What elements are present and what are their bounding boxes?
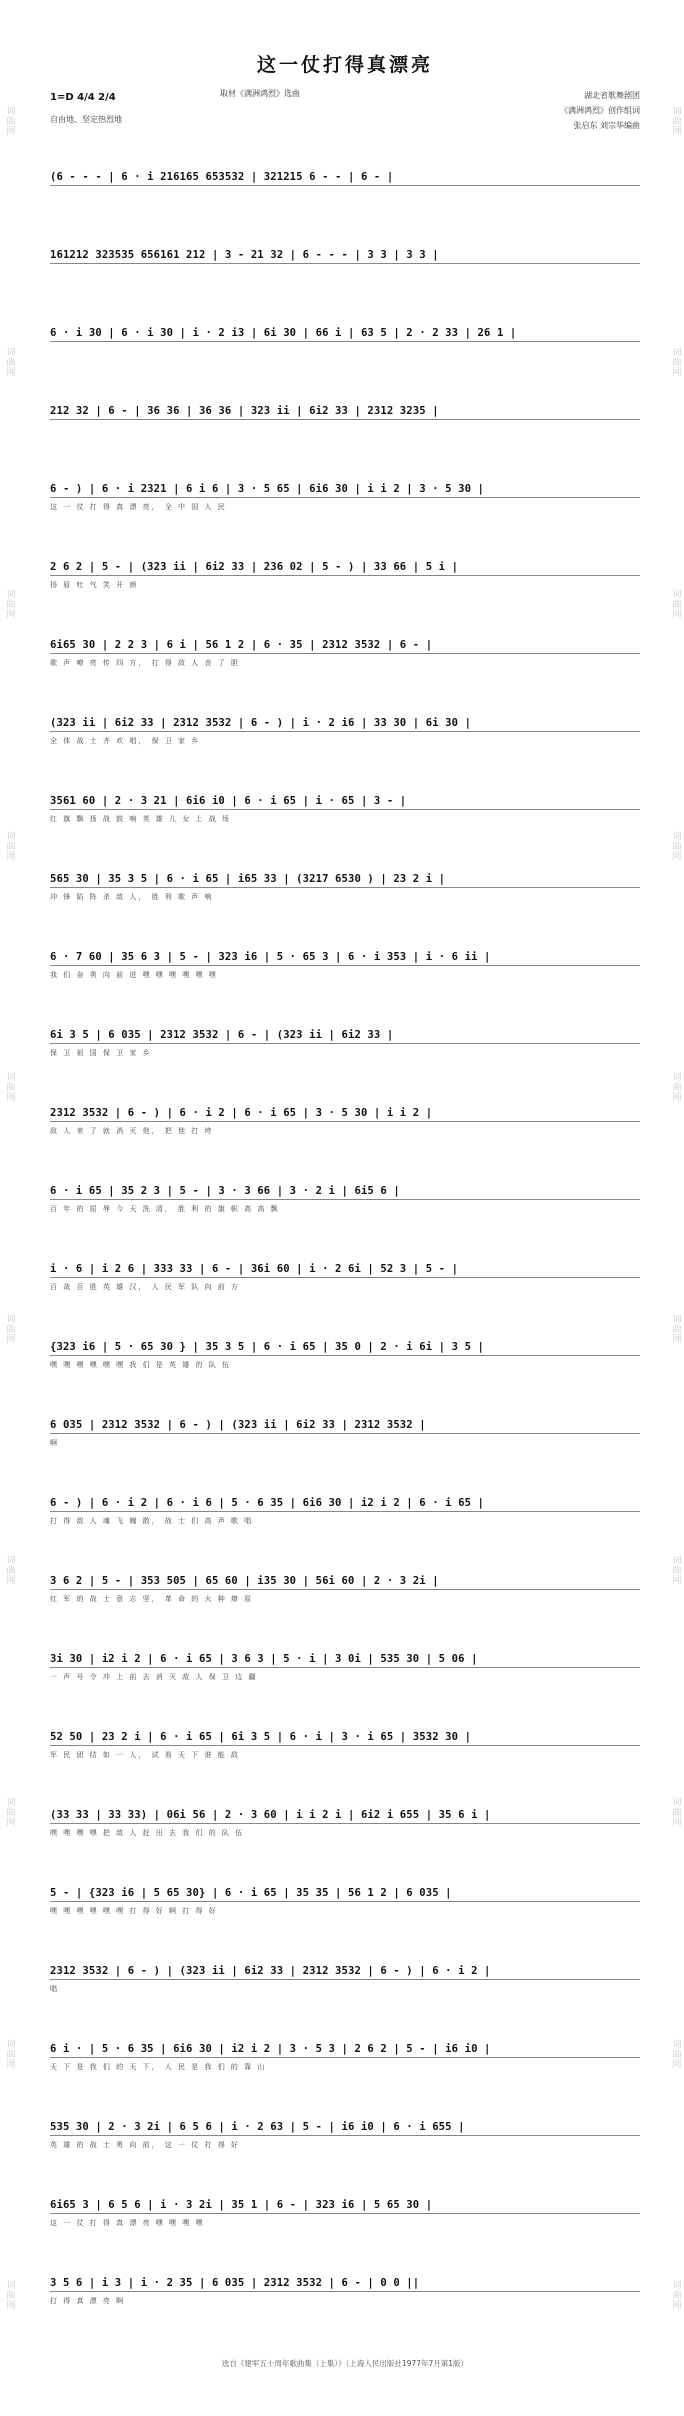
beam-line (50, 1901, 640, 1902)
notation-line: 6 - ) | 6 · i 2321 | 6 i 6 | 3 · 5 65 | 6i6 30 | i i 2 | 3 · 5 30 | (50, 483, 485, 495)
lyric-line: 冲 锋 陷 阵 杀 敌 人， 胜 利 歌 声 响 (50, 893, 214, 901)
notation-line: 3i 30 | i2 i 2 | 6 · i 65 | 3 6 3 | 5 · i | 3 0i | 535 30 | 5 06 | (50, 1653, 478, 1665)
beam-line (50, 1433, 640, 1434)
beam-line (50, 1199, 640, 1200)
notation-line: 6 · 7 60 | 35 6 3 | 5 - | 323 i6 | 5 · 65 3 | 6 · i 353 | i · 6 ii | (50, 951, 491, 963)
score-system (50, 248, 640, 277)
score-system (50, 716, 640, 745)
lyric-line: 扬 眉 吐 气 笑 开 颜 (50, 581, 139, 589)
watermark-text: 词曲网 (670, 347, 681, 378)
score-system (50, 2198, 640, 2227)
notation-line: 6 035 | 2312 3532 | 6 - ) | (323 ii | 6i2 33 | 2312 3532 | (50, 1419, 426, 1431)
watermark-text: 词曲网 (4, 1796, 15, 1827)
notation-line: 6i65 30 | 2 2 3 | 6 i | 56 1 2 | 6 · 35 | 2312 3532 | 6 - | (50, 639, 433, 651)
beam-line (50, 1277, 640, 1278)
score-system (50, 794, 640, 823)
score-system (50, 872, 640, 901)
credit-line: 湖北省歌舞剧团 (584, 91, 640, 100)
beam-line (50, 497, 640, 498)
lyric-line: 全 体 战 士 齐 欢 唱， 保 卫 家 乡 (50, 737, 201, 745)
tempo-marking: 自由地、坚定热烈地 (50, 115, 122, 124)
watermark-text: 词曲网 (4, 830, 15, 861)
watermark-text: 词曲网 (670, 2280, 681, 2311)
lyric-line: 红 旗 飘 扬 战 鼓 响 英 雄 儿 女 上 战 场 (50, 815, 231, 823)
score-system (50, 1262, 640, 1291)
notation-line: (6 - - - | 6 · i 216165 653532 | 321215 6 - - | 6 - | (50, 171, 394, 183)
notation-line: 3 6 2 | 5 - | 353 505 | 65 60 | i35 30 | 56i 60 | 2 · 3 2i | (50, 1575, 439, 1587)
lyric-line: 这 一 仗 打 得 真 漂 亮， 全 中 国 人 民 (50, 503, 227, 511)
beam-line (50, 185, 640, 186)
lyric-line: 唱 (50, 1985, 59, 1993)
score-system (50, 1574, 640, 1603)
score-system (50, 1808, 640, 1837)
watermark-text: 词曲网 (670, 1796, 681, 1827)
beam-line (50, 2213, 640, 2214)
beam-line (50, 1511, 640, 1512)
beam-line (50, 1589, 640, 1590)
key-signature: 1=D 4/4 2/4 (50, 92, 116, 103)
author-credits (560, 88, 640, 133)
lyric-line: 这 一 仗 打 得 真 漂 亮 嘿 嘿 嘿 嘿 (50, 2219, 205, 2227)
watermark-text: 词曲网 (4, 347, 15, 378)
beam-line (50, 1979, 640, 1980)
lyric-line: 天 下 是 我 们 的 天 下， 人 民 是 我 们 的 靠 山 (50, 2063, 267, 2071)
beam-line (50, 965, 640, 966)
beam-line (50, 809, 640, 810)
lyric-line: 啊 (50, 1439, 59, 1447)
beam-line (50, 887, 640, 888)
lyric-line: 打 得 真 漂 亮 啊 (50, 2297, 126, 2305)
lyric-line: 嘿 嘿 嘿 嘿 嘿 嘿 我 们 是 英 雄 的 队 伍 (50, 1361, 231, 1369)
source-footer: 选自《建军五十周年歌曲集（上集）》（上海人民出版社1977年7月第1版） (221, 2359, 469, 2368)
watermark-text: 词曲网 (4, 1313, 15, 1344)
watermark-text: 词曲网 (670, 1313, 681, 1344)
source-credit: 取材《满洲鸿烈》选曲 (220, 89, 300, 98)
notation-line: 2 6 2 | 5 - | (323 ii | 6i2 33 | 236 02 | 5 - ) | 33 66 | 5 i | (50, 561, 459, 573)
beam-line (50, 341, 640, 342)
lyric-line (50, 424, 640, 433)
score-system (50, 1340, 640, 1369)
credit-line: 张启东 刘宗华编曲 (573, 121, 640, 130)
score-system (50, 1730, 640, 1759)
beam-line (50, 2291, 640, 2292)
lyric-line: 嘿 嘿 嘿 嘿 把 敌 人 赶 出 去 我 们 的 队 伍 (50, 1829, 245, 1837)
notation-line: 52 50 | 23 2 i | 6 · i 65 | 6i 3 5 | 6 · i | 3 · i 65 | 3532 30 | (50, 1731, 472, 1743)
notation-line: (33 33 | 33 33) | 06i 56 | 2 · 3 60 | i i 2 i | 6i2 i 655 | 35 6 i | (50, 1809, 491, 1821)
lyric-line: 打 得 敌 人 魂 飞 魄 散， 战 士 们 高 声 歌 唱 (50, 1517, 254, 1525)
notation-line: 6 i · | 5 · 6 35 | 6i6 30 | i2 i 2 | 3 · 5 3 | 2 6 2 | 5 - | i6 i0 | (50, 2043, 491, 2055)
notation-line: 535 30 | 2 · 3 2i | 6 5 6 | i · 2 63 | 5 - | i6 i0 | 6 · i 655 | (50, 2121, 465, 2133)
lyric-line: 歌 声 嘹 亮 传 四 方， 打 得 敌 人 丧 了 胆 (50, 659, 240, 667)
watermark-text: 词曲网 (670, 1555, 681, 1586)
notation-line: 2312 3532 | 6 - ) | (323 ii | 6i2 33 | 2312 3532 | 6 - ) | 6 · i 2 | (50, 1965, 491, 1977)
watermark-text: 词曲网 (4, 1072, 15, 1103)
score-system (50, 2276, 640, 2305)
beam-line (50, 1355, 640, 1356)
beam-line (50, 1043, 640, 1044)
score-system (50, 1964, 640, 1993)
watermark-text: 词曲网 (4, 2280, 15, 2311)
watermark-text: 词曲网 (670, 830, 681, 861)
score-system (50, 170, 640, 199)
lyric-line: 红 军 的 战 士 意 志 坚， 革 命 的 火 种 燎 原 (50, 1595, 254, 1603)
score-system (50, 638, 640, 667)
notation-line: 5 - | {323 i6 | 5 65 30} | 6 · i 65 | 35 35 | 56 1 2 | 6 035 | (50, 1887, 452, 1899)
lyric-line: 英 雄 的 战 士 勇 向 前， 这 一 仗 打 得 好 (50, 2141, 240, 2149)
score-system (50, 1028, 640, 1057)
score-system (50, 2120, 640, 2149)
watermark-text: 词曲网 (4, 1555, 15, 1586)
watermark-right (668, 0, 682, 2416)
score-system (50, 1418, 640, 1447)
score-system (50, 1652, 640, 1681)
beam-line (50, 2057, 640, 2058)
beam-line (50, 1745, 640, 1746)
lyric-line (50, 268, 640, 277)
watermark-text: 词曲网 (670, 2038, 681, 2069)
lyric-line (50, 190, 640, 199)
beam-line (50, 575, 640, 576)
score-system (50, 482, 640, 511)
notation-line: 6i65 3 | 6 5 6 | i · 3 2i | 35 1 | 6 - | 323 i6 | 5 65 30 | (50, 2199, 433, 2211)
beam-line (50, 731, 640, 732)
watermark-text: 词曲网 (4, 105, 15, 136)
notation-line: 212 32 | 6 - | 36 36 | 36 36 | 323 ii | 6i2 33 | 2312 3235 | (50, 405, 439, 417)
beam-line (50, 1667, 640, 1668)
score-system (50, 1184, 640, 1213)
notation-line: 6 - ) | 6 · i 2 | 6 · i 6 | 5 · 6 35 | 6i6 30 | i2 i 2 | 6 · i 65 | (50, 1497, 485, 1509)
watermark-text: 词曲网 (670, 1072, 681, 1103)
score-system (50, 1106, 640, 1135)
score-system (50, 950, 640, 979)
score-system (50, 1886, 640, 1915)
lyric-line: 一 声 号 令 冲 上 前 去 消 灭 敌 人 保 卫 边 疆 (50, 1673, 258, 1681)
lyric-line: 保 卫 祖 国 保 卫 家 乡 (50, 1049, 152, 1057)
lyric-line: 嘿 嘿 嘿 嘿 嘿 嘿 打 得 好 啊 打 得 好 (50, 1907, 218, 1915)
notation-line: 565 30 | 35 3 5 | 6 · i 65 | i65 33 | (3217 6530 ) | 23 2 i | (50, 873, 446, 885)
notation-line: 3 5 6 | i 3 | i · 2 35 | 6 035 | 2312 3532 | 6 - | 0 0 || (50, 2277, 420, 2289)
score-system (50, 560, 640, 589)
watermark-left (2, 0, 16, 2416)
watermark-text: 词曲网 (670, 588, 681, 619)
notation-line: 3561 60 | 2 · 3 21 | 6i6 i0 | 6 · i 65 | i · 65 | 3 - | (50, 795, 407, 807)
lyric-line: 我 们 奋 勇 向 前 进 嘿 嘿 嘿 嘿 嘿 嘿 (50, 971, 218, 979)
notation-line: i · 6 | i 2 6 | 333 33 | 6 - | 36i 60 | i · 2 6i | 52 3 | 5 - | (50, 1263, 459, 1275)
watermark-text: 词曲网 (4, 588, 15, 619)
notation-line: 6 · i 30 | 6 · i 30 | i · 2 i3 | 6i 30 | 66 i | 63 5 | 2 · 2 33 | 26 1 | (50, 327, 517, 339)
beam-line (50, 653, 640, 654)
beam-line (50, 263, 640, 264)
notation-line: 6i 3 5 | 6 035 | 2312 3532 | 6 - | (323 ii | 6i2 33 | (50, 1029, 394, 1041)
lyric-line (50, 346, 640, 355)
score-system (50, 2042, 640, 2071)
score-system (50, 404, 640, 433)
watermark-text: 词曲网 (4, 2038, 15, 2069)
credit-line: 《满洲鸿烈》创作组词 (560, 106, 640, 115)
watermark-text: 词曲网 (670, 105, 681, 136)
notation-line: 6 · i 65 | 35 2 3 | 5 - | 3 · 3 66 | 3 · 2 i | 6i5 6 | (50, 1185, 400, 1197)
beam-line (50, 1121, 640, 1122)
lyric-line: 军 民 团 结 如 一 人， 试 看 天 下 谁 能 敌 (50, 1751, 240, 1759)
score-sheet (50, 30, 640, 2390)
score-system (50, 326, 640, 355)
notation-line: (323 ii | 6i2 33 | 2312 3532 | 6 - ) | i · 2 i6 | 33 30 | 6i 30 | (50, 717, 472, 729)
notation-line: {323 i6 | 5 · 65 30 } | 35 3 5 | 6 · i 65 | 35 0 | 2 · i 6i | 3 5 | (50, 1341, 485, 1353)
lyric-line: 敌 人 来 了 就 消 灭 他， 把 他 打 垮 (50, 1127, 214, 1135)
notation-line: 2312 3532 | 6 - ) | 6 · i 2 | 6 · i 65 | 3 · 5 30 | i i 2 | (50, 1107, 433, 1119)
beam-line (50, 419, 640, 420)
page-title: 这一仗打得真漂亮 (256, 54, 433, 76)
beam-line (50, 2135, 640, 2136)
score-system (50, 1496, 640, 1525)
notation-line: 161212 323535 656161 212 | 3 - 21 32 | 6 - - - | 3 3 | 3 3 | (50, 249, 439, 261)
beam-line (50, 1823, 640, 1824)
lyric-line: 百 年 的 屈 辱 今 天 洗 清， 胜 利 的 旗 帜 高 高 飘 (50, 1205, 280, 1213)
lyric-line: 百 战 百 胜 英 雄 汉， 人 民 军 队 向 前 方 (50, 1283, 240, 1291)
